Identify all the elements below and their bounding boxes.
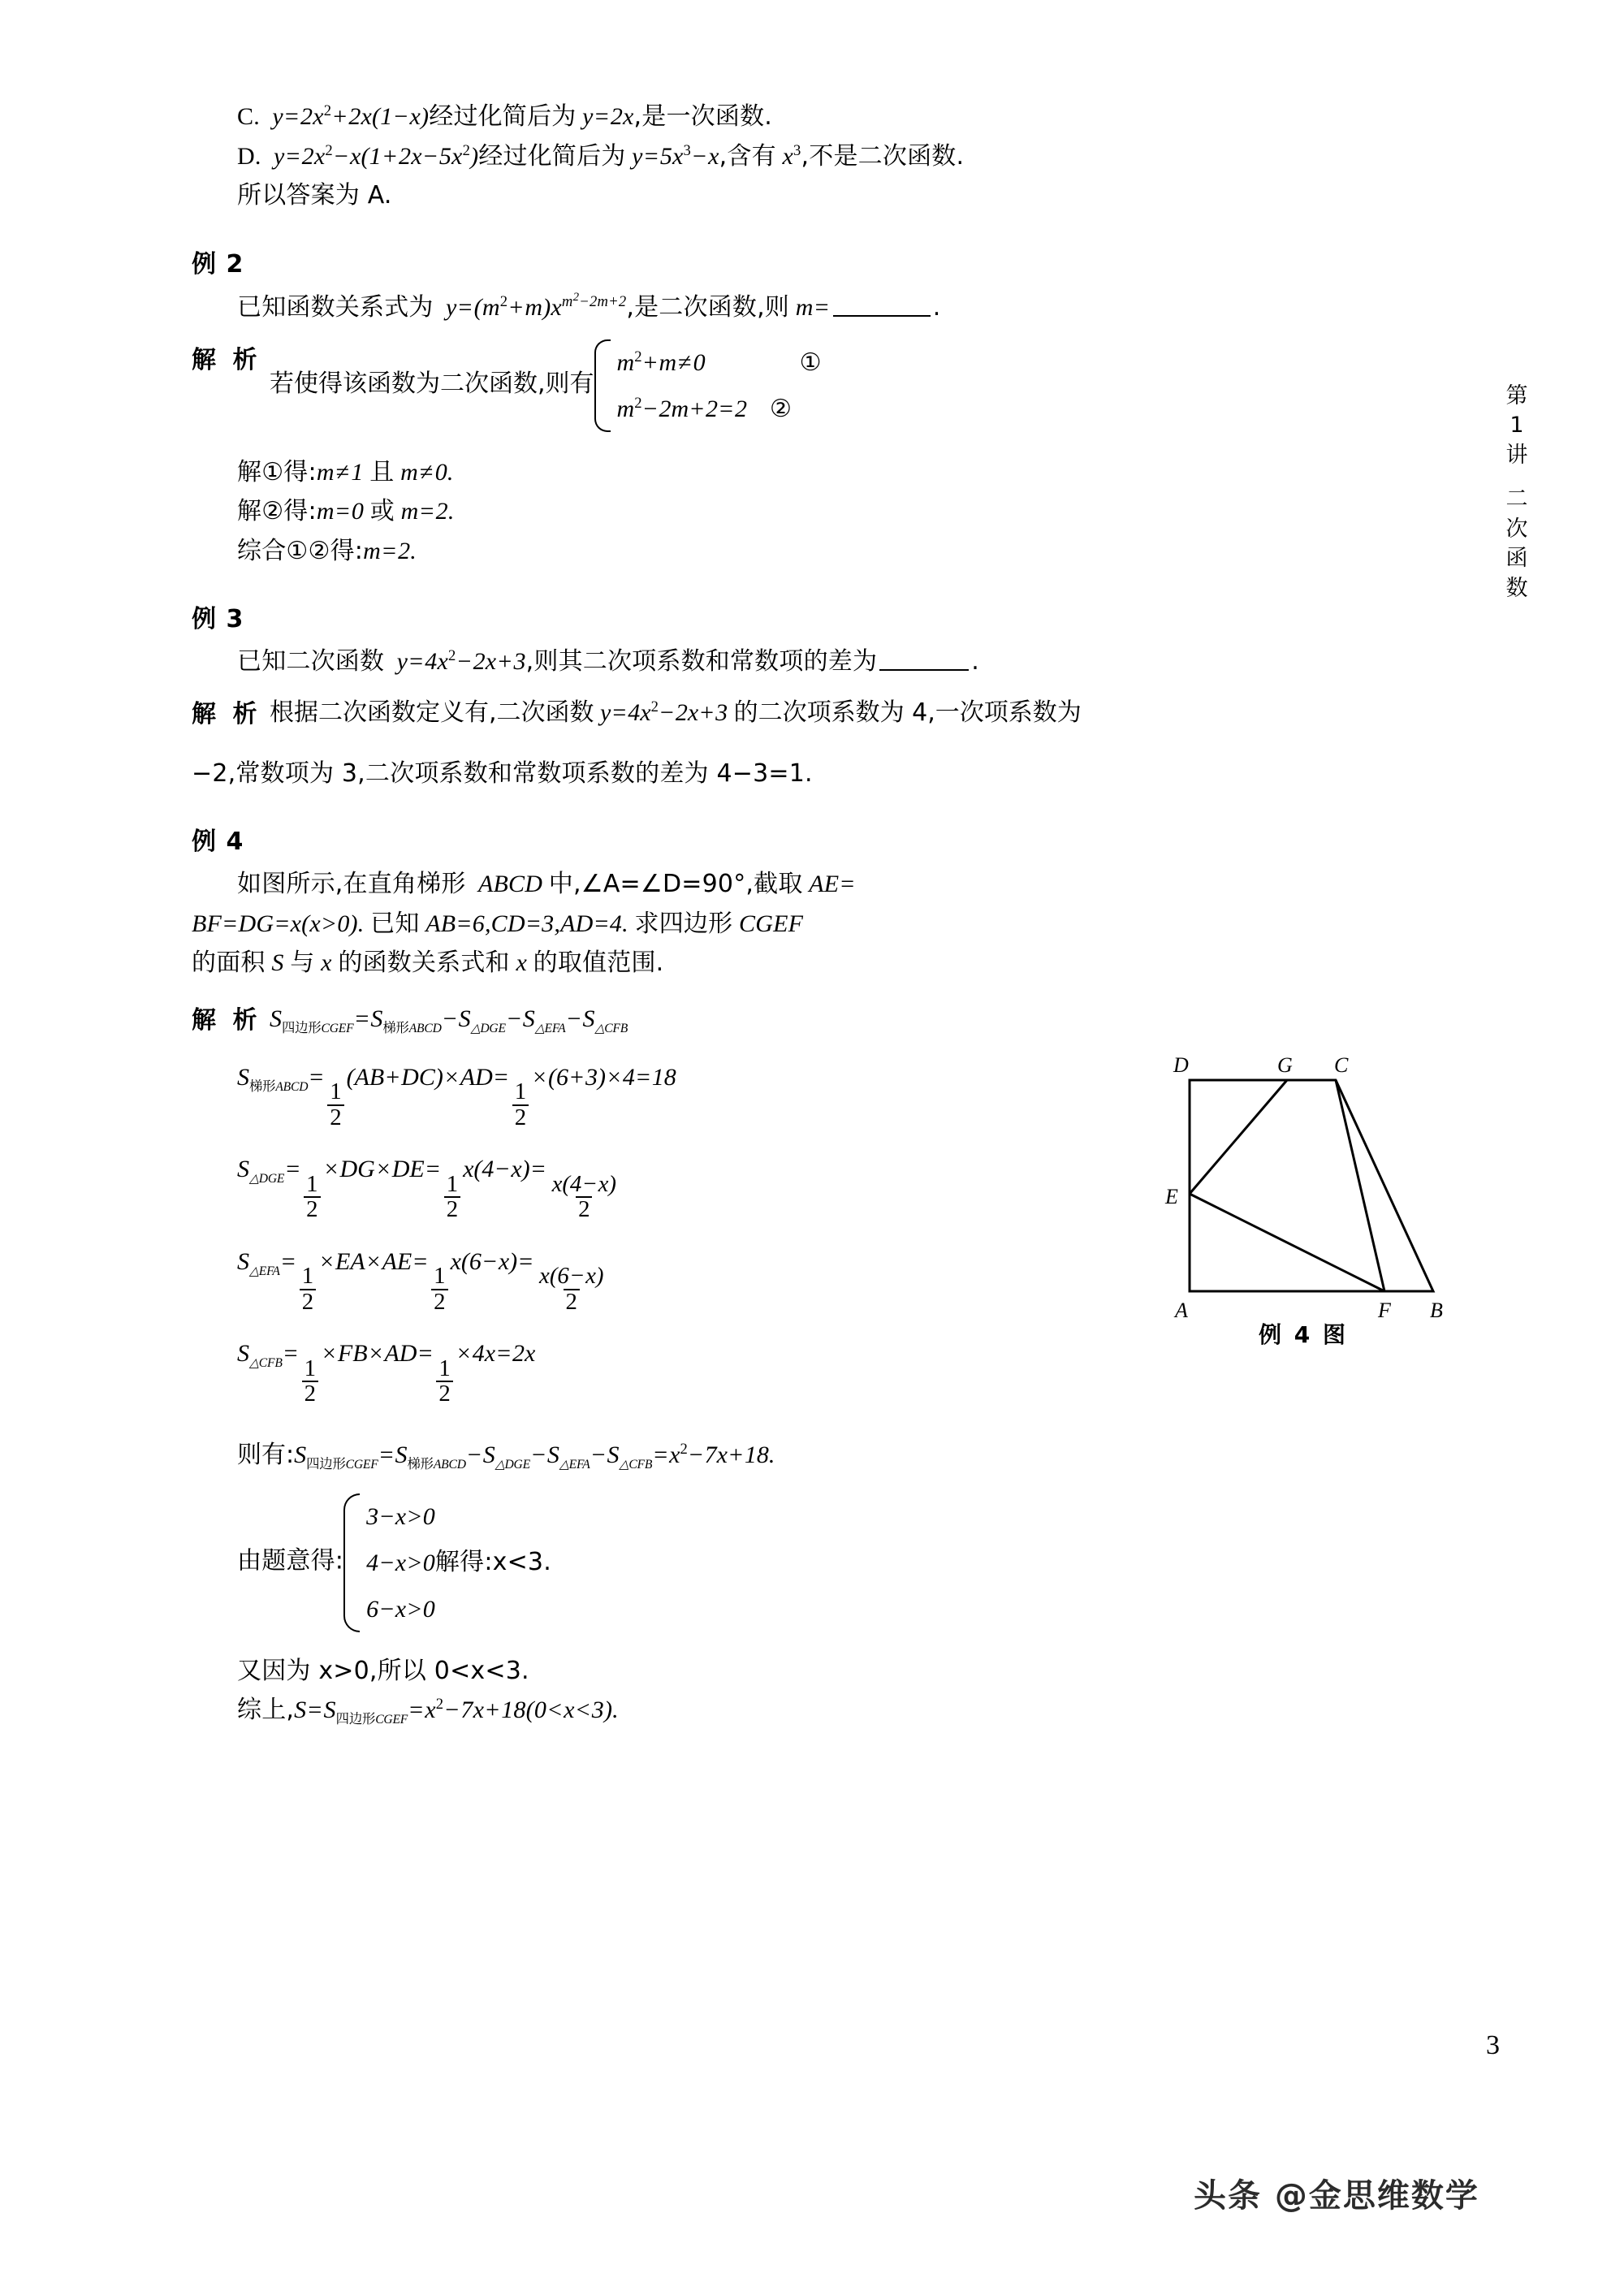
example-4-eq-dge: $S_{\triangle DGE}=$ $\frac{1}{2}$ ×DG×DE= $\frac{1}{2}$ x(4−x)= $\frac{x(4-x)}{2}$ [237,1156,616,1223]
solution-label-ex2: 解 析 [192,345,261,374]
page-number: 3 [1486,2030,1500,2060]
example-4-question-line-2: BF=DG=x(x>0). 已知 AB=6,CD=3,AD=4. 求四边形 CGEF [192,909,804,938]
example-4-constraints: 由题意得: 3−x>0 4−x>0 6−x>0 解得:x<3. [192,1493,1434,1632]
example-3-heading: 例 3 [192,605,244,634]
option-d-tail-a: ,含有 [719,141,776,171]
vertex-label-A: A [1175,1299,1188,1322]
side-tab-title-char-2: 函 [1505,546,1528,572]
example-3-question-post: ,则其二次项系数和常数项的差为 [525,647,878,676]
watermark: 头条 @金思维数学 [1194,2177,1479,2215]
side-tab-title-char-1: 次 [1505,516,1528,542]
vertex-label-E: E [1165,1185,1178,1208]
side-tab-gap [1498,470,1535,485]
side-tab-title-char-0: 二 [1505,486,1528,512]
system-tag-1: ① [799,348,822,376]
example-2-system [594,339,822,432]
brace-icon [594,339,611,432]
example-2-solution-intro: 若使得该函数为二次函数,则有 [270,369,594,398]
example-4-eq-trapezoid: $S_{梯形ABCD}=$ $\frac{1}{2}$ (AB+DC)×AD= $\frac{1}{2}$ ×(6+3)×4=18 [237,1063,676,1130]
option-c-tail: ,是一次函数. [633,102,773,131]
option-c-label: C. [237,103,260,130]
example-4-solution [192,1000,1434,1039]
example-4-eq-cfb: $S_{\triangle CFB}=$ $\frac{1}{2}$ ×FB×AD= $\frac{1}{2}$ ×4x=2x [237,1340,536,1407]
vertex-label-F: F [1378,1299,1391,1322]
example-2-step-3: 综合①②得:m=2. [237,536,417,565]
example-3-solution-text-a: 根据二次函数定义有,二次函数 [270,698,594,727]
segment-EF [1190,1194,1384,1291]
constraint-row-2: 4−x>0 [366,1549,435,1576]
example-4-constraint-system [343,1493,435,1632]
example-2-heading: 例 2 [192,249,244,279]
constraint-suffix: 解得:x<3. [434,1547,551,1576]
brace-icon [343,1493,360,1632]
segment-GE [1190,1080,1287,1194]
example-4-question-line-1: 如图所示,在直角梯形 ABCD 中,∠A=∠D=90°,截取 AE= [237,870,856,899]
segment-CF [1336,1080,1384,1291]
option-c-mid: 经过化简后为 [429,102,577,131]
example-3-solution [192,694,1434,733]
trapezoid-diagram-svg [1141,1048,1466,1340]
constraint-row-3: 6−x>0 [366,1595,435,1623]
answer-blank-ex2[interactable] [833,315,931,317]
main-content [192,97,1434,1731]
example-3-question-pre: 已知二次函数 [237,647,385,676]
example-4-final-line: 综上$,S=S_{四边形CGEF}=x^2-7x+18(0<x<3)$. [237,1696,619,1727]
vertex-label-D: D [1173,1053,1189,1077]
example-4-heading: 例 4 [192,828,244,857]
example-3-solution-text-b: 的二次项系数为 4,一次项系数为 [733,698,1082,727]
side-running-tab [1498,382,1535,603]
option-d-line: D. $y=2x^2-x(1+2x-5x^2)$经过化简后为 $y=5x^3-x$,含有 $x^3$,不是二次函数. [237,141,965,171]
example-3-solution-text-c: −2,常数项为 3,二次项系数和常数项系数的差为 4−3=1. [192,758,813,788]
solution-label-ex3: 解 析 [192,699,261,728]
example-2-question: 已知函数关系式为 $y=(m^2+m)x^{m^2-2m+2}$,是二次函数,则 m= . [237,290,941,322]
vertex-label-B: B [1430,1299,1443,1322]
solution-label-ex4: 解 析 [192,1005,261,1035]
example-2-step-2: 解②得:m=0 或 m=2. [237,497,455,526]
answer-blank-ex3[interactable] [879,669,969,671]
example-4-question-line-3: 的面积 S 与 x 的函数关系式和 x 的取值范围. [192,949,664,978]
figure-caption: 例 4 图 [1259,1321,1348,1348]
example-3-question: 已知二次函数 $y=4x^2-2x+3$,则其二次项系数和常数项的差为 . [237,647,979,676]
answer-line: 所以答案为 A. [237,181,392,210]
example-4-eq-efa: $S_{\triangle EFA}=$ $\frac{1}{2}$ ×EA×AE= $\frac{1}{2}$ x(6−x)= $\frac{x(6-x)}{2}$ [237,1247,604,1315]
example-2-solution [192,339,1434,432]
vertex-label-C: C [1334,1053,1349,1077]
option-d-tail-b: ,不是二次函数. [801,141,965,171]
example-3-solution-body: 根据二次函数定义有,二次函数 $y=4x^2-2x+3$ 的二次项系数为 4,一次项系数为 [270,698,1082,727]
example-4-eq-result: 则有$:S_{四边形CGEF}=S_{梯形ABCD}-S_{\triangle DGE}-S_{\triangle EFA}-S_{\triangle CFB}=x^2-7x+18$. [237,1440,775,1472]
example-2-solution-body [270,339,1434,432]
example-3-question-tail: . [971,647,979,676]
example-4-figure [1141,1048,1466,1340]
trapezoid-outline [1190,1080,1433,1291]
option-c-line: C. $y=2x^2+2x(1-x)$经过化简后为 y=2x,是一次函数. [237,102,773,131]
side-tab-lecture: 讲 [1505,442,1528,468]
option-d-mid: 经过化简后为 [478,141,626,171]
system-row-1: $m^2+m\ne 0$ ① [616,348,822,376]
side-tab-title-char-3: 数 [1505,575,1528,601]
side-tab-chapter: 第 [1505,383,1528,408]
example-2-question-pre: 已知函数关系式为 [237,292,434,322]
constraint-row-1: 3−x>0 [366,1502,435,1530]
system-row-2: $m^2-2m+2=2$ ② [616,394,792,422]
side-tab-number: 1 [1510,413,1524,439]
example-4-because-line: 又因为 x>0,所以 0<x<3. [237,1656,529,1685]
example-2-question-mid: ,是二次函数,则 [626,292,790,322]
system-tag-2: ② [769,395,792,422]
example-2-question-tail: . [932,292,941,322]
vertex-label-G: G [1277,1053,1293,1077]
example-2-step-1: 解①得:m≠1 且 m≠0. [237,457,454,486]
example-4-eq-main: $S_{四边形CGEF}=S_{梯形ABCD}-S_{\triangle DGE}-S_{\triangle EFA}-S_{\triangle CFB}$ [270,1005,628,1035]
option-d-label: D. [237,142,261,170]
